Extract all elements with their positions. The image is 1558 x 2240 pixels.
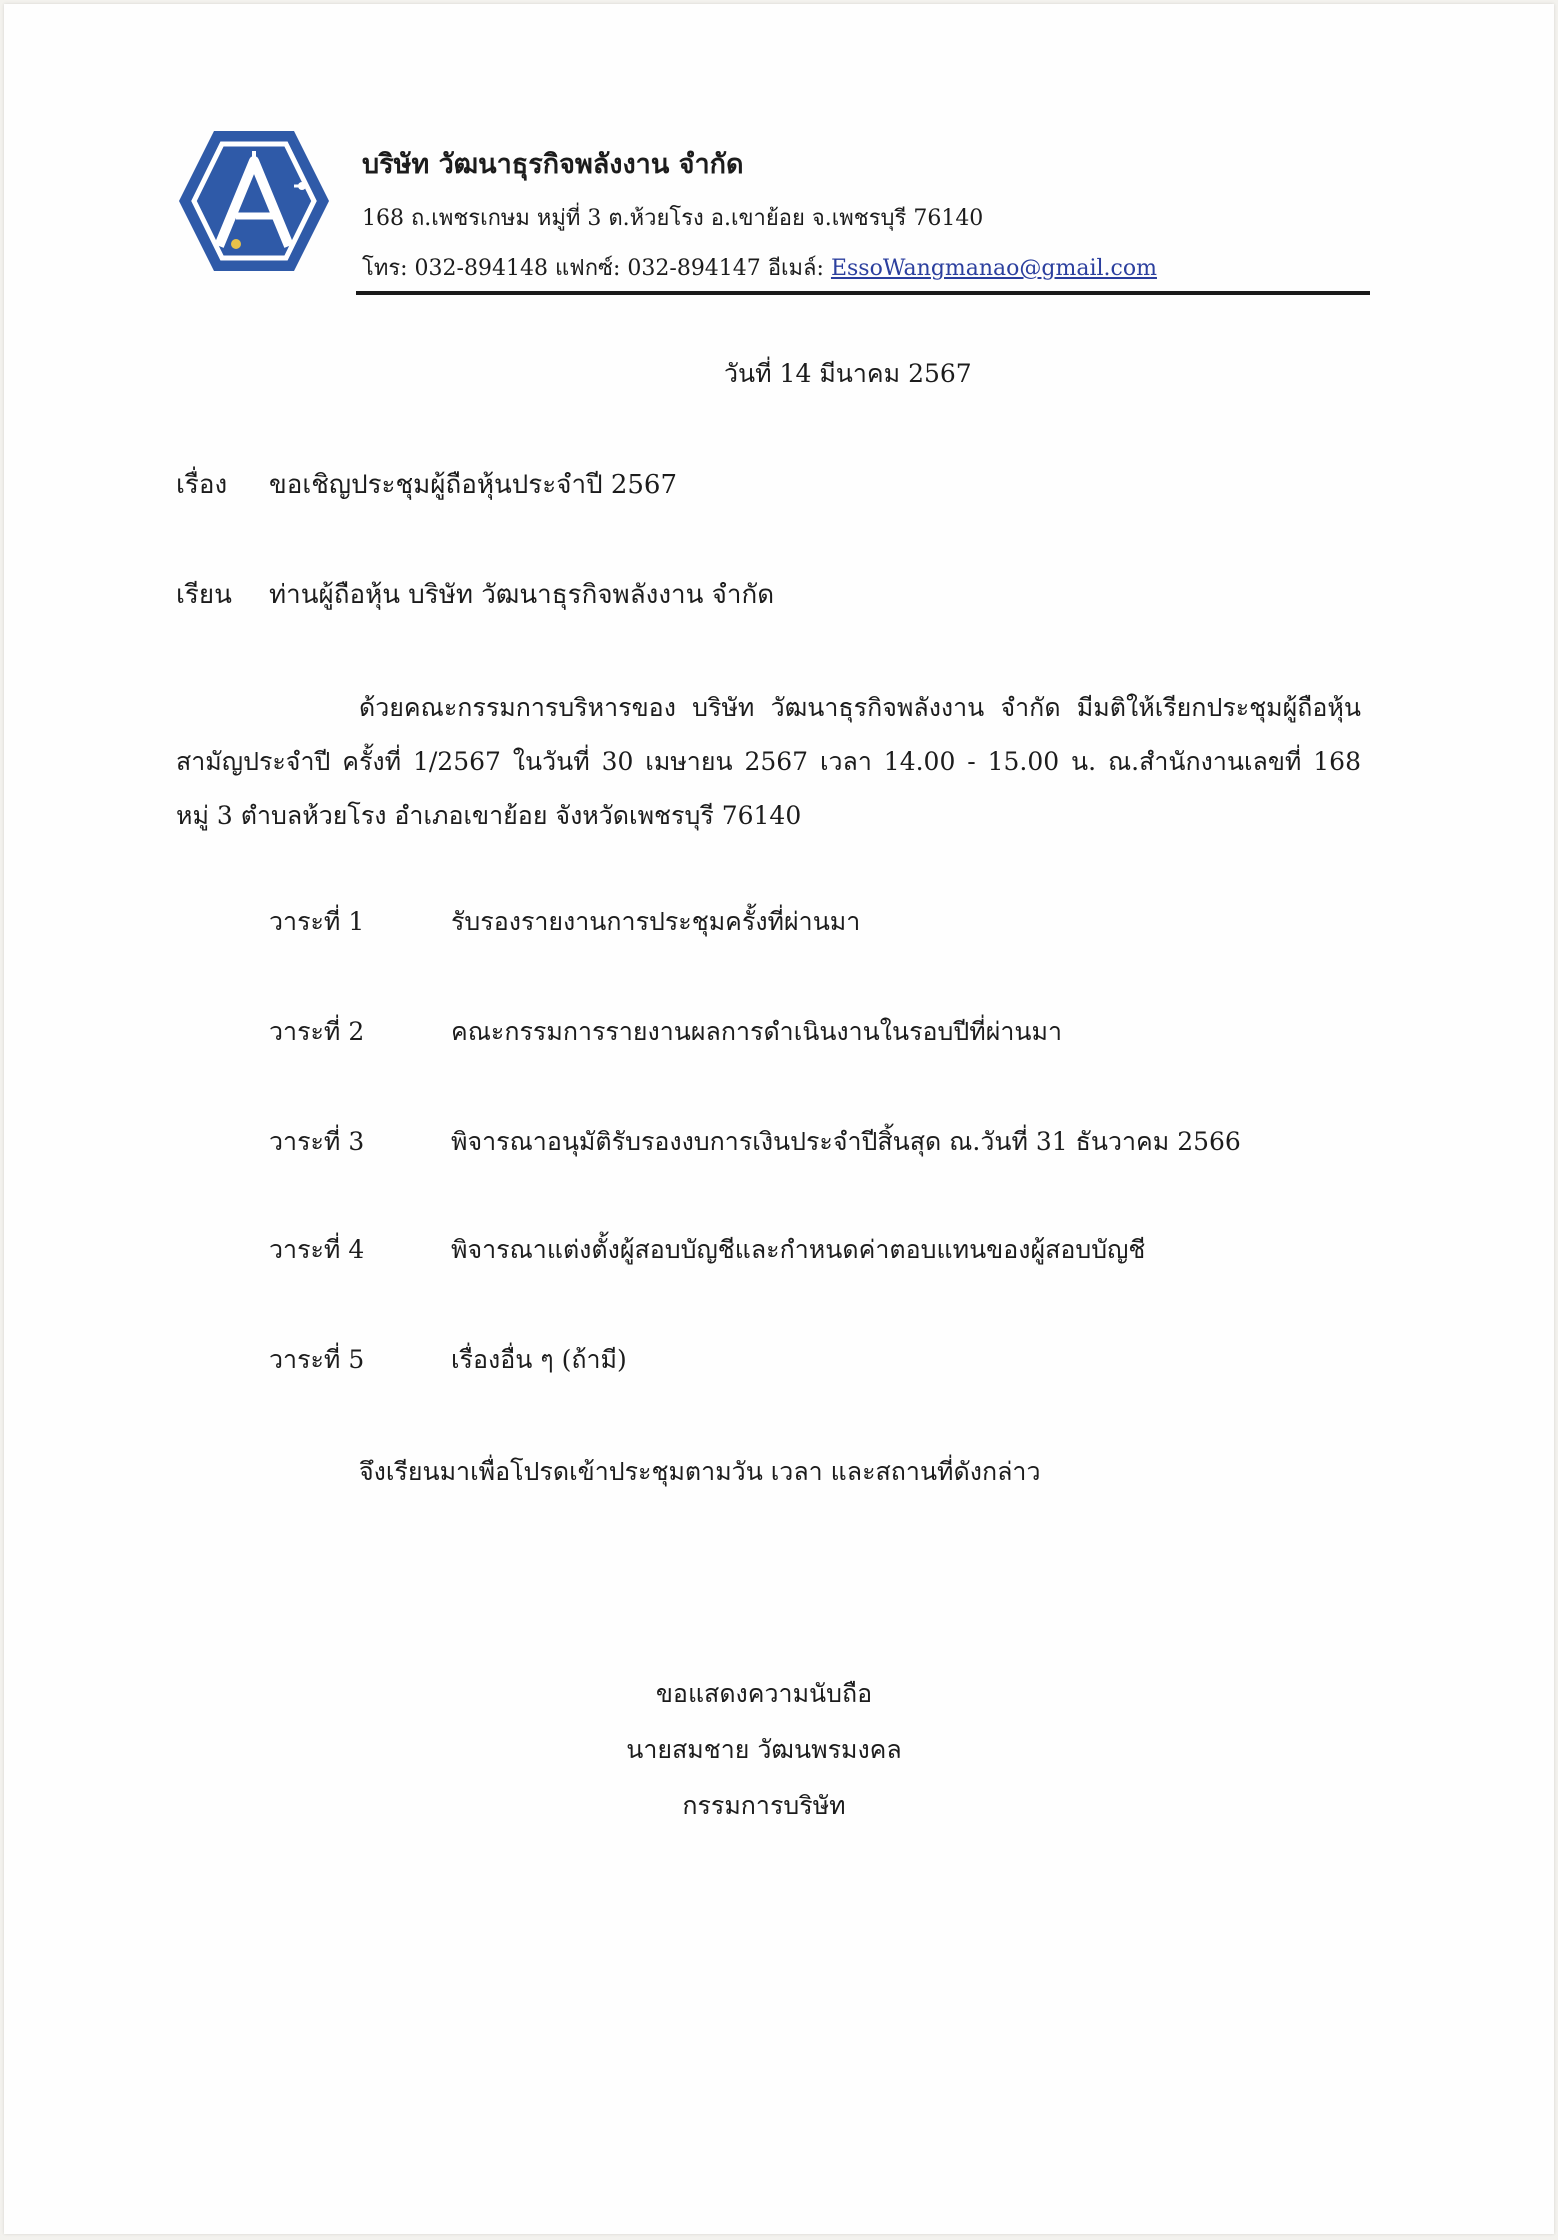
fax-label: แฟกซ์:: [554, 256, 621, 281]
agenda-label-1: วาระที่ 1: [269, 907, 365, 936]
agenda-text-2: คณะกรรมการรายงานผลการดำเนินงานในรอบปีที่ผ่านมา: [451, 1017, 1063, 1046]
agenda-label-5: วาระที่ 5: [269, 1345, 365, 1374]
closing-line: จึงเรียนมาเพื่อโปรดเข้าประชุมตามวัน เวลา และสถานที่ดังกล่าว: [359, 1457, 1041, 1486]
body-line-2: สามัญประจำปี ครั้งที่ 1/2567 ในวันที่ 30 เมษายน 2567 เวลา 14.00 - 15.00 น. ณ.สำนักงานเลขที่ 168: [176, 747, 1361, 776]
letter-date: วันที่ 14 มีนาคม 2567: [724, 359, 972, 388]
header-divider: [356, 291, 1370, 295]
company-name: บริษัท วัฒนาธุรกิจพลังงาน จำกัด: [362, 149, 744, 180]
phone-label: โทร:: [362, 256, 408, 281]
phone-number: 032-894148: [414, 256, 548, 281]
agenda-text-3: พิจารณาอนุมัติรับรองงบการเงินประจำปีสิ้นสุด ณ.วันที่ 31 ธันวาคม 2566: [451, 1127, 1241, 1156]
agenda-text-4: พิจารณาแต่งตั้งผู้สอบบัญชีและกำหนดค่าตอบแทนของผู้สอบบัญชี: [451, 1235, 1146, 1264]
email-link[interactable]: EssoWangmanao@gmail.com: [830, 256, 1157, 281]
recipient-label: เรียน: [176, 580, 232, 610]
signature-title: กรรมการบริษัท: [682, 1791, 846, 1820]
company-address: 168 ถ.เพชรเกษม หมู่ที่ 3 ต.ห้วยโรง อ.เขาย้อย จ.เพชรบุรี 76140: [362, 206, 984, 231]
company-contact-line: [362, 250, 1157, 285]
signature-regards: ขอแสดงความนับถือ: [655, 1679, 873, 1708]
agenda-label-3: วาระที่ 3: [269, 1127, 365, 1156]
agenda-text-5: เรื่องอื่น ๆ (ถ้ามี): [451, 1345, 627, 1374]
subject-label: เรื่อง: [176, 470, 228, 500]
company-logo-icon: [174, 126, 334, 276]
body-line-1: ด้วยคณะกรรมการบริหารของ บริษัท วัฒนาธุรกิจพลังงาน จำกัด มีมติให้เรียกประชุมผู้ถือหุ้น: [359, 693, 1361, 722]
agenda-label-4: วาระที่ 4: [269, 1235, 365, 1264]
body-line-3: หมู่ 3 ตำบลห้วยโรง อำเภอเขาย้อย จังหวัดเพชรบุรี 76140: [176, 801, 802, 830]
email-label: อีเมล์:: [767, 256, 824, 281]
subject-text: ขอเชิญประชุมผู้ถือหุ้นประจำปี 2567: [269, 470, 678, 500]
fax-number: 032-894147: [627, 256, 761, 281]
agenda-text-1: รับรองรายงานการประชุมครั้งที่ผ่านมา: [451, 907, 861, 936]
letter-page: [4, 4, 1554, 2234]
agenda-label-2: วาระที่ 2: [269, 1017, 365, 1046]
signature-name: นายสมชาย วัฒนพรมงคล: [626, 1735, 902, 1764]
recipient-text: ท่านผู้ถือหุ้น บริษัท วัฒนาธุรกิจพลังงาน จำกัด: [269, 580, 775, 610]
